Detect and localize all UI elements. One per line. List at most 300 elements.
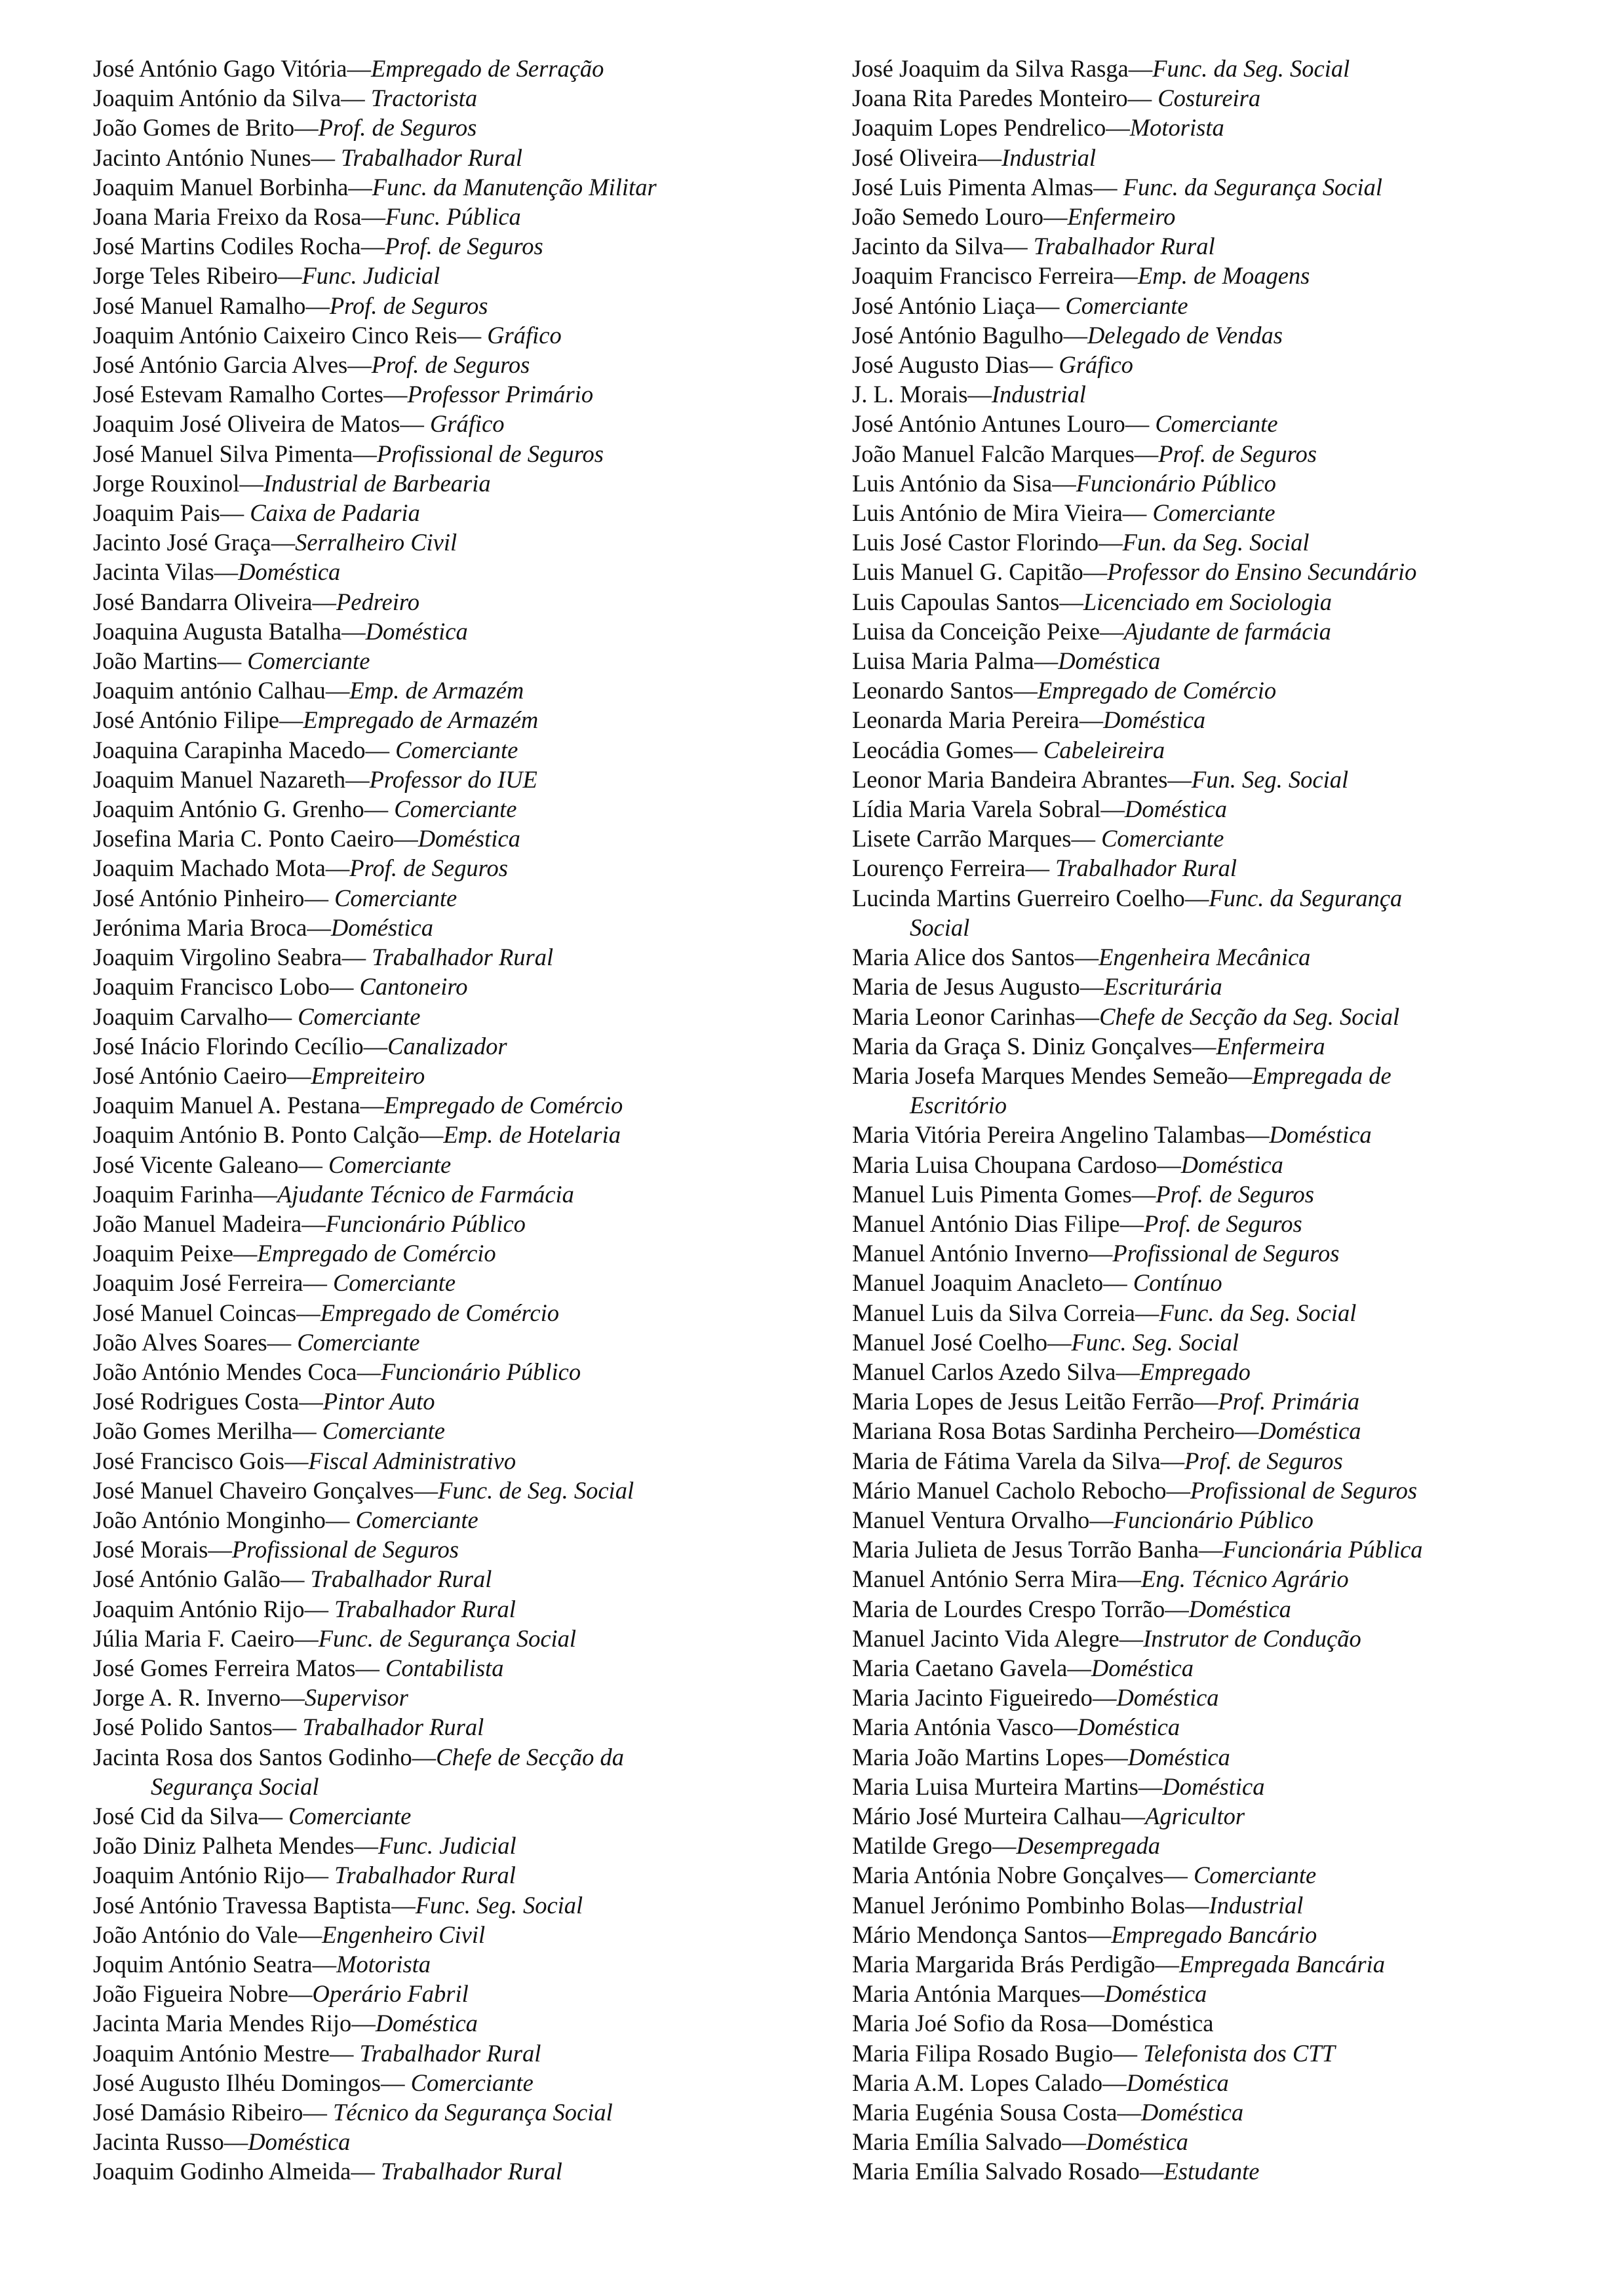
separator-dash: — xyxy=(312,1951,337,1978)
list-item xyxy=(852,646,1553,676)
person-name: Joaquim Pais xyxy=(93,499,220,527)
separator-dash: — xyxy=(345,765,370,793)
person-name: Joaquim Machado Mota xyxy=(93,854,326,882)
occupation: Cantoneiro xyxy=(359,973,468,1001)
list-item xyxy=(852,883,1553,942)
person-name: Josefina Maria C. Ponto Caeiro xyxy=(93,825,395,852)
separator-dash: — xyxy=(1127,85,1158,112)
list-item xyxy=(852,1772,1553,1801)
person-name: Joaquim Farinha xyxy=(93,1180,254,1208)
list-item xyxy=(93,824,781,853)
separator-dash: — xyxy=(304,884,335,911)
occupation: Serralheiro Civil xyxy=(295,529,457,556)
occupation: Engenheira Mecânica xyxy=(1099,944,1311,971)
occupation: Fiscal Administrativo xyxy=(308,1447,516,1474)
occupation: Trabalhador Rural xyxy=(380,2158,562,2185)
separator-dash: — xyxy=(325,677,350,704)
person-name: João Manuel Falcão Marques xyxy=(852,440,1135,467)
person-name: Jorge A. R. Inverno xyxy=(93,1684,281,1712)
list-item xyxy=(852,1683,1553,1712)
list-item xyxy=(93,1920,781,1949)
separator-dash: — xyxy=(1117,2099,1141,2126)
separator-dash: — xyxy=(1088,1240,1113,1267)
separator-dash: — xyxy=(341,944,372,971)
list-item xyxy=(852,1535,1553,1564)
separator-dash: — xyxy=(298,1921,322,1948)
list-item xyxy=(852,231,1553,261)
occupation: Caixa de Padaria xyxy=(250,499,420,527)
separator-dash: — xyxy=(414,1476,438,1504)
occupation: Fun. Seg. Social xyxy=(1191,765,1349,793)
occupation: Empregado de Comércio xyxy=(384,1092,623,1119)
person-name: José Oliveira xyxy=(852,144,978,171)
separator-dash: — xyxy=(1167,765,1192,793)
occupation: Doméstica xyxy=(1085,2128,1188,2156)
separator-dash: — xyxy=(1092,1684,1117,1712)
separator-dash: — xyxy=(280,1565,311,1593)
person-name: José Cid da Silva xyxy=(93,1802,259,1829)
separator-dash: — xyxy=(1119,1210,1144,1237)
list-item xyxy=(852,972,1553,1001)
list-item xyxy=(93,1831,781,1860)
list-item xyxy=(93,1298,781,1328)
list-item xyxy=(852,1712,1553,1742)
occupation: Trabalhador Rural xyxy=(310,1565,492,1593)
occupation: Doméstica xyxy=(375,2010,478,2037)
occupation: Trabalhador Rural xyxy=(1055,854,1237,882)
person-name: Manuel António Inverno xyxy=(852,1240,1089,1267)
separator-dash: — xyxy=(1104,1743,1128,1770)
list-item xyxy=(852,1387,1553,1416)
occupation: Professor do IUE xyxy=(369,765,537,793)
separator-dash: — xyxy=(1228,1062,1253,1089)
separator-dash: — xyxy=(1083,558,1108,586)
list-item xyxy=(852,1031,1553,1061)
list-item xyxy=(93,735,781,765)
list-item xyxy=(852,54,1553,83)
list-item xyxy=(852,794,1553,824)
occupation: Empregado de Comércio xyxy=(257,1240,496,1267)
person-name: Maria Luisa Murteira Martins xyxy=(852,1772,1138,1800)
separator-dash: — xyxy=(1080,973,1104,1001)
left-column xyxy=(93,54,781,2187)
separator-dash: — xyxy=(391,1891,416,1919)
list-item xyxy=(93,794,781,824)
separator-dash: — xyxy=(383,381,408,408)
list-item xyxy=(852,1979,1553,2008)
person-name: José António Galão xyxy=(93,1565,281,1593)
separator-dash: — xyxy=(325,854,350,882)
separator-dash: — xyxy=(1089,1506,1114,1533)
person-name: José Augusto Dias xyxy=(852,351,1029,379)
list-item xyxy=(93,646,781,676)
occupation: Trabalhador Rural xyxy=(302,1713,484,1741)
separator-dash: — xyxy=(305,292,330,319)
list-item xyxy=(852,409,1553,438)
separator-dash: — xyxy=(419,1121,444,1149)
occupation: Costureira xyxy=(1158,85,1261,112)
separator-dash: — xyxy=(1245,1121,1270,1149)
separator-dash: — xyxy=(1087,1921,1112,1948)
separator-dash: — xyxy=(1121,1802,1146,1829)
person-name: Manuel Carlos Azedo Silva xyxy=(852,1358,1116,1385)
separator-dash: — xyxy=(294,1624,319,1652)
person-name: Joquim António Seatra xyxy=(93,1951,313,1978)
separator-dash: — xyxy=(1013,677,1038,704)
list-item xyxy=(93,498,781,527)
list-item xyxy=(852,676,1553,705)
list-item xyxy=(852,172,1553,202)
person-name: Joaquim José Oliveira de Matos xyxy=(93,410,400,438)
list-item xyxy=(852,1624,1553,1653)
person-name: José Damásio Ribeiro xyxy=(93,2099,303,2126)
person-name: José António Bagulho xyxy=(852,321,1064,349)
separator-dash: — xyxy=(1184,884,1209,911)
person-name: Joaquim Manuel Borbinha xyxy=(93,173,349,201)
separator-dash: — xyxy=(224,2128,248,2156)
person-name: Lídia Maria Varela Sobral xyxy=(852,795,1101,823)
person-name: Joaquina Augusta Batalha xyxy=(93,617,342,645)
separator-dash: — xyxy=(1074,944,1099,971)
occupation: Doméstica xyxy=(1126,2069,1229,2096)
occupation: Empregado de Comércio xyxy=(1037,677,1277,704)
occupation: Ajudante Técnico de Farmácia xyxy=(277,1180,574,1208)
person-name: José António Travessa Baptista xyxy=(93,1891,392,1919)
list-item xyxy=(852,587,1553,617)
separator-dash: — xyxy=(1100,795,1125,823)
list-item xyxy=(852,1831,1553,1860)
person-name: Joaquim Godinho Almeida xyxy=(93,2158,351,2185)
person-name: Manuel Jacinto Vida Alegre xyxy=(852,1624,1119,1652)
person-name: João Diniz Palheta Mendes xyxy=(93,1832,355,1860)
list-item xyxy=(93,1031,781,1061)
list-item xyxy=(93,527,781,557)
separator-dash: — xyxy=(1063,321,1087,349)
occupation: Comerciante xyxy=(288,1802,412,1829)
person-name: Maria Lopes de Jesus Leitão Ferrão xyxy=(852,1388,1194,1415)
list-item xyxy=(852,498,1553,527)
separator-dash: — xyxy=(1155,1951,1180,1978)
separator-dash: — xyxy=(394,825,418,852)
list-item xyxy=(852,2008,1553,2038)
separator-dash: — xyxy=(1079,706,1104,734)
occupation: Funcionária Pública xyxy=(1222,1536,1423,1563)
occupation: Prof. de Seguros xyxy=(385,233,543,260)
occupation: Comerciante xyxy=(1065,292,1188,319)
list-item xyxy=(852,1476,1553,1505)
separator-dash: — xyxy=(1157,1151,1181,1178)
separator-dash: — xyxy=(365,736,396,763)
occupation: Cabeleireira xyxy=(1043,736,1165,763)
person-name: Jerónima Maria Broca xyxy=(93,913,307,941)
list-item xyxy=(852,439,1553,469)
list-item xyxy=(93,1712,781,1742)
occupation: Industrial de Barbearia xyxy=(263,469,491,497)
occupation: Comerciante xyxy=(334,884,457,911)
occupation: Licenciado em Sociologia xyxy=(1083,588,1332,615)
list-item xyxy=(93,1416,781,1445)
occupation: Empreiteiro xyxy=(311,1062,425,1089)
person-name: Joaquim António Mestre xyxy=(93,2039,330,2067)
occupation: Pintor Auto xyxy=(322,1388,435,1415)
separator-dash: — xyxy=(277,262,302,290)
person-name: Mariana Rosa Botas Sardinha Percheiro xyxy=(852,1417,1235,1445)
separator-dash: — xyxy=(381,2069,411,2096)
occupation: Comerciante xyxy=(298,1003,421,1030)
list-item xyxy=(93,972,781,1001)
person-name: Maria Josefa Marques Mendes Semeão xyxy=(852,1062,1228,1089)
person-name: Joaquina Carapinha Macedo xyxy=(93,736,366,763)
list-item xyxy=(93,350,781,379)
separator-dash: — xyxy=(1103,1269,1133,1297)
list-item xyxy=(93,2068,781,2097)
separator-dash: — xyxy=(360,233,385,260)
person-name: Leonor Maria Bandeira Abrantes xyxy=(852,765,1168,793)
occupation: Gráfico xyxy=(487,321,562,349)
occupation: Doméstica xyxy=(1127,1743,1230,1770)
person-name: Joaquim Manuel Nazareth xyxy=(93,765,346,793)
occupation: Enfermeira xyxy=(1216,1032,1325,1060)
person-name: Joaquim António B. Ponto Calção xyxy=(93,1121,419,1149)
person-name: Júlia Maria F. Caeiro xyxy=(93,1624,295,1652)
list-item xyxy=(852,1594,1553,1624)
list-item xyxy=(93,2127,781,2156)
list-item xyxy=(93,1949,781,1979)
separator-dash: — xyxy=(1116,1358,1140,1385)
person-name: Joaquim Carvalho xyxy=(93,1003,268,1030)
list-item xyxy=(93,2038,781,2068)
person-name: José António Caeiro xyxy=(93,1062,288,1089)
separator-dash: — xyxy=(1166,1476,1190,1504)
separator-dash: — xyxy=(1067,1654,1091,1681)
list-item xyxy=(93,143,781,172)
separator-dash: — xyxy=(1165,1595,1189,1622)
list-item xyxy=(93,469,781,498)
separator-dash: — xyxy=(292,1417,322,1445)
occupation: Comerciante xyxy=(297,1328,420,1356)
separator-dash: — xyxy=(1106,114,1130,142)
occupation: Motorista xyxy=(1129,114,1224,142)
separator-dash: — xyxy=(1122,499,1153,527)
separator-dash: — xyxy=(267,1003,298,1030)
separator-dash: — xyxy=(299,1388,323,1415)
occupation: Empregada de xyxy=(1252,1062,1391,1089)
list-item xyxy=(93,676,781,705)
occupation: Func. Judicial xyxy=(302,262,440,290)
list-item xyxy=(852,202,1553,231)
separator-dash: — xyxy=(347,351,372,379)
occupation: Supervisor xyxy=(304,1684,408,1712)
separator-dash: — xyxy=(281,1684,305,1712)
separator-dash: — xyxy=(1003,233,1034,260)
person-name: Joana Maria Freixo da Rosa xyxy=(93,203,362,231)
occupation: Doméstica xyxy=(1140,2099,1244,2126)
list-item xyxy=(93,1742,781,1801)
separator-dash: — xyxy=(208,1536,232,1563)
occupation: Desempregada xyxy=(1016,1832,1160,1860)
person-name: Lisete Carrão Marques xyxy=(852,825,1072,852)
occupation: Delegado de Vendas xyxy=(1087,321,1283,349)
list-item xyxy=(852,291,1553,320)
occupation: Funcionário Público xyxy=(325,1210,526,1237)
person-name: Luis António de Mira Vieira xyxy=(852,499,1123,527)
separator-dash: — xyxy=(1059,588,1083,615)
occupation: Emp. de Armazém xyxy=(349,677,524,704)
occupation: Ajudante de farmácia xyxy=(1123,617,1331,645)
separator-dash: — xyxy=(217,647,248,675)
separator-dash: — xyxy=(239,469,263,497)
occupation: Chefe de Secção da Seg. Social xyxy=(1099,1003,1400,1030)
occupation: Doméstica xyxy=(1116,1684,1219,1712)
occupation: Profissional de Seguros xyxy=(1190,1476,1418,1504)
separator-dash: — xyxy=(347,55,371,82)
person-name: João Alves Soares xyxy=(93,1328,267,1356)
occupation: Func. Seg. Social xyxy=(415,1891,583,1919)
list-item xyxy=(852,2038,1553,2068)
occupation: Comerciante xyxy=(355,1506,478,1533)
occupation: Doméstica xyxy=(1103,706,1206,734)
separator-dash: — xyxy=(977,144,1002,171)
occupation: Telefonista dos CTT xyxy=(1143,2039,1335,2067)
list-item xyxy=(852,113,1553,142)
occupation: Doméstica xyxy=(1058,647,1161,675)
occupation: Doméstica xyxy=(418,825,520,852)
list-item xyxy=(93,1061,781,1090)
separator-dash: — xyxy=(287,1062,311,1089)
list-item xyxy=(852,1179,1553,1209)
list-item xyxy=(852,705,1553,735)
occupation: Comerciante xyxy=(322,1417,445,1445)
list-item xyxy=(93,883,781,913)
separator-dash: — xyxy=(1047,1328,1072,1356)
person-name: José António Liaça xyxy=(852,292,1036,319)
list-item xyxy=(93,1357,781,1387)
separator-dash: — xyxy=(288,1980,313,2008)
occupation: Doméstica xyxy=(1078,1713,1180,1741)
separator-dash: — xyxy=(1117,1565,1141,1593)
occupation: Func. da Segurança Social xyxy=(1123,173,1382,201)
occupation: Profissional de Seguros xyxy=(376,440,604,467)
separator-dash: — xyxy=(302,1210,326,1237)
list-item xyxy=(852,1446,1553,1476)
occupation-continuation: Escritório xyxy=(910,1092,1007,1119)
occupation: Operário Fabril xyxy=(312,1980,469,2008)
separator-dash: — xyxy=(1114,262,1138,290)
list-item xyxy=(93,1890,781,1920)
occupation: Contabilista xyxy=(385,1654,504,1681)
separator-dash: — xyxy=(363,1032,388,1060)
occupation: Doméstica xyxy=(248,2128,351,2156)
person-name: J. L. Morais xyxy=(852,381,968,408)
separator-dash: — xyxy=(303,2099,333,2126)
person-name: José Rodrigues Costa xyxy=(93,1388,300,1415)
occupation: Gráfico xyxy=(429,410,505,438)
person-name: Maria Margarida Brás Perdigão xyxy=(852,1951,1156,1978)
person-name: José Luis Pimenta Almas xyxy=(852,173,1094,201)
occupation-continuation: Segurança Social xyxy=(151,1772,319,1800)
list-item xyxy=(93,1505,781,1535)
separator-dash: — xyxy=(412,1743,437,1770)
list-item xyxy=(93,231,781,261)
separator-dash: — xyxy=(355,1654,386,1681)
separator-dash: — xyxy=(351,2010,376,2037)
person-name: Joaquim António G. Grenho xyxy=(93,795,364,823)
occupation: Trabalhador Rural xyxy=(334,1595,516,1622)
occupation: Empregada Bancária xyxy=(1179,1951,1385,1978)
occupation: Empregado Bancário xyxy=(1111,1921,1317,1948)
separator-dash: — xyxy=(348,173,372,201)
person-name: Jorge Teles Ribeiro xyxy=(93,262,278,290)
right-column xyxy=(852,54,1553,2187)
person-name: José Manuel Chaveiro Gonçalves xyxy=(93,1476,414,1504)
person-name: Jacinto José Graça xyxy=(93,529,271,556)
separator-dash: — xyxy=(233,1240,258,1267)
occupation: Empregado de Armazém xyxy=(303,706,539,734)
list-item xyxy=(93,1238,781,1268)
occupation: Contínuo xyxy=(1133,1269,1222,1297)
person-name: Maria Luisa Choupana Cardoso xyxy=(852,1151,1158,1178)
list-item xyxy=(852,1120,1553,1149)
person-name: Joana Rita Paredes Monteiro xyxy=(852,85,1128,112)
separator-dash: — xyxy=(271,529,296,556)
separator-dash: — xyxy=(457,321,488,349)
occupation: Pedreiro xyxy=(336,588,419,615)
occupation: Prof. de Seguros xyxy=(1144,1210,1302,1237)
separator-dash: — xyxy=(1234,1417,1259,1445)
occupation: Func. Judicial xyxy=(378,1832,516,1860)
occupation: Func. da Seg. Social xyxy=(1159,1299,1357,1326)
separator-dash: — xyxy=(341,617,366,645)
person-name: José Bandarra Oliveira xyxy=(93,588,313,615)
person-name: Manuel Ventura Orvalho xyxy=(852,1506,1090,1533)
list-item xyxy=(93,320,781,350)
occupation: Professor do Ensino Secundário xyxy=(1107,558,1417,586)
list-item xyxy=(852,1920,1553,1949)
occupation: Doméstica xyxy=(1104,1980,1207,2008)
separator-dash: — xyxy=(279,706,303,734)
occupation: Prof. de Seguros xyxy=(318,114,477,142)
occupation: Engenheiro Civil xyxy=(322,1921,486,1948)
person-name: Maria de Jesus Augusto xyxy=(852,973,1080,1001)
list-item xyxy=(852,853,1553,883)
occupation: Fun. da Seg. Social xyxy=(1122,529,1310,556)
list-item xyxy=(93,2097,781,2127)
list-item xyxy=(852,765,1553,794)
separator-dash: — xyxy=(353,440,377,467)
person-name: José António Pinheiro xyxy=(93,884,305,911)
separator-dash: — xyxy=(1087,2010,1112,2037)
list-item xyxy=(93,1002,781,1031)
occupation: Doméstica xyxy=(238,558,341,586)
person-name: Jacinta Vilas xyxy=(93,558,214,586)
separator-dash: — xyxy=(1128,55,1153,82)
person-name: Leonarda Maria Pereira xyxy=(852,706,1080,734)
list-item xyxy=(852,350,1553,379)
list-item xyxy=(852,143,1553,172)
separator-dash: — xyxy=(1184,1891,1209,1919)
occupation: Funcionário Público xyxy=(1076,469,1276,497)
person-name: Leonardo Santos xyxy=(852,677,1014,704)
occupation: Industrial xyxy=(1002,144,1097,171)
person-name: Luis José Castor Florindo xyxy=(852,529,1099,556)
occupation: Comerciante xyxy=(1194,1862,1317,1889)
occupation: Trabalhador Rural xyxy=(334,1862,516,1889)
separator-dash: — xyxy=(214,558,239,586)
separator-dash: — xyxy=(304,1862,335,1889)
separator-dash: — xyxy=(272,1713,303,1741)
occupation: Comerciante xyxy=(395,736,518,763)
separator-dash: — xyxy=(1138,1772,1163,1800)
